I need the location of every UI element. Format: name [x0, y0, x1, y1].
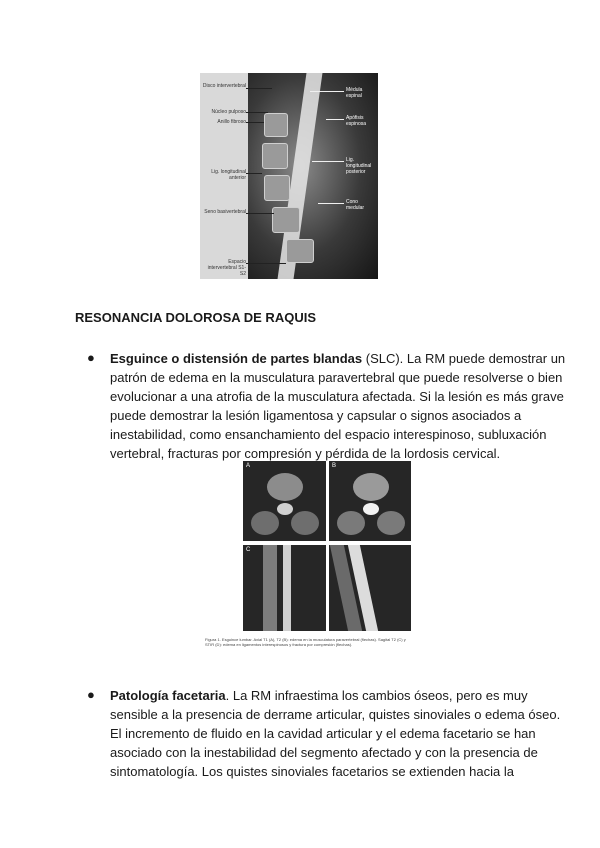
muscle-shape — [337, 511, 365, 535]
muscle-shape — [291, 511, 319, 535]
vertebra-shape — [353, 473, 389, 501]
leader-line — [246, 88, 272, 89]
figure-label: Núcleo pulposo — [211, 109, 246, 115]
leader-line — [310, 91, 344, 92]
spinal-canal-shape — [283, 545, 291, 631]
figure-caption: Figura 1. Esguince lumbar. Axial T1 (A), T2 (B): edema en la musculatura paravertebral (flechas). Sagital T2 (C) y STIR (D): edema en ligamentos interespinosos y fractura por compresión (flechas). — [205, 637, 406, 647]
text-line: sensible a la presencia de derrame articular, quistes sinoviales o edema óseo. — [110, 707, 561, 722]
panel-label: A — [246, 463, 251, 469]
section-heading: RESONANCIA DOLOROSA DE RAQUIS — [75, 310, 316, 325]
leader-line — [246, 173, 262, 174]
sagittal-mri-figure — [200, 73, 378, 279]
bold-lead-text: Esguince o distensión de partes blandas — [110, 351, 363, 366]
panel-label: C — [246, 547, 251, 553]
text-line: vertebral, fracturas por compresión y pérdida de la lordosis cervical. — [110, 446, 501, 461]
figure-label: Cono medular — [346, 199, 365, 211]
figure-label: Seno basivertebral — [204, 209, 246, 215]
text-line: asociado con la inestabilidad del segmento afectado y con la presencia de — [110, 745, 538, 760]
leader-line — [326, 119, 344, 120]
paragraph-soft-tissue-sprain — [110, 349, 566, 463]
text-line: El incremento de fluido en la cavidad articular y el edema facetario se han — [110, 726, 536, 741]
mri-panel-d — [329, 545, 411, 631]
text-line — [110, 686, 530, 705]
leader-line — [312, 161, 344, 162]
vertebra-shape — [267, 473, 303, 501]
leader-line — [246, 213, 274, 214]
figure-label: Lig. longitudinal posterior — [346, 157, 372, 175]
leader-line — [246, 263, 286, 264]
four-panel-mri-figure — [203, 461, 413, 662]
bullet-marker: ● — [87, 687, 95, 702]
muscle-shape — [251, 511, 279, 535]
vertebral-column-shape — [263, 545, 277, 631]
vertebral-body — [262, 143, 288, 169]
figure-label: Espacio intervertebral S1-S2 — [207, 259, 246, 277]
text-line: evolucionar a una atrofia de la musculatura afectada. Si la lesión es más grave — [110, 389, 564, 404]
panel-label: B — [332, 463, 337, 469]
mri-panel-b — [329, 461, 411, 541]
canal-shape — [277, 503, 293, 515]
figure-label: Anillo fibroso — [217, 119, 246, 125]
line-text: (SLC). La RM puede demostrar un — [362, 351, 566, 366]
text-line: inestabilidad, como ensanchamiento del espacio interespinoso, subluxación — [110, 427, 547, 442]
vertebral-body — [272, 207, 300, 233]
paragraph-facet-pathology — [110, 686, 561, 781]
vertebral-body — [286, 239, 314, 263]
bold-lead-text: Patología facetaria — [110, 688, 226, 703]
figure-label: Disco intervertebral — [202, 83, 246, 89]
leader-line — [246, 122, 264, 123]
canal-shape — [363, 503, 379, 515]
line-text: . La RM infraestima los cambios óseos, pero es muy — [225, 688, 528, 703]
bullet-marker: ● — [87, 350, 95, 365]
vertebral-body — [264, 113, 288, 137]
text-line: patrón de edema en la musculatura paravertebral que puede resolverse o bien — [110, 370, 563, 385]
text-line: puede demostrar la lesión ligamentosa y capsular o signos asociados a — [110, 408, 522, 423]
text-line: sintomatología. Los quistes sinoviales facetarios se extienden hacia la — [110, 764, 514, 779]
text-line — [110, 349, 566, 368]
mri-panel-c — [243, 545, 326, 631]
figure-label: Apófisis espinosa — [346, 115, 367, 127]
leader-line — [246, 112, 268, 113]
muscle-shape — [377, 511, 405, 535]
vertebral-body — [264, 175, 290, 201]
leader-line — [318, 203, 344, 204]
figure-label: Médula espinal — [346, 87, 363, 99]
figure-label: Lig. longitudinal anterior — [211, 169, 246, 181]
mri-panel-a — [243, 461, 326, 541]
